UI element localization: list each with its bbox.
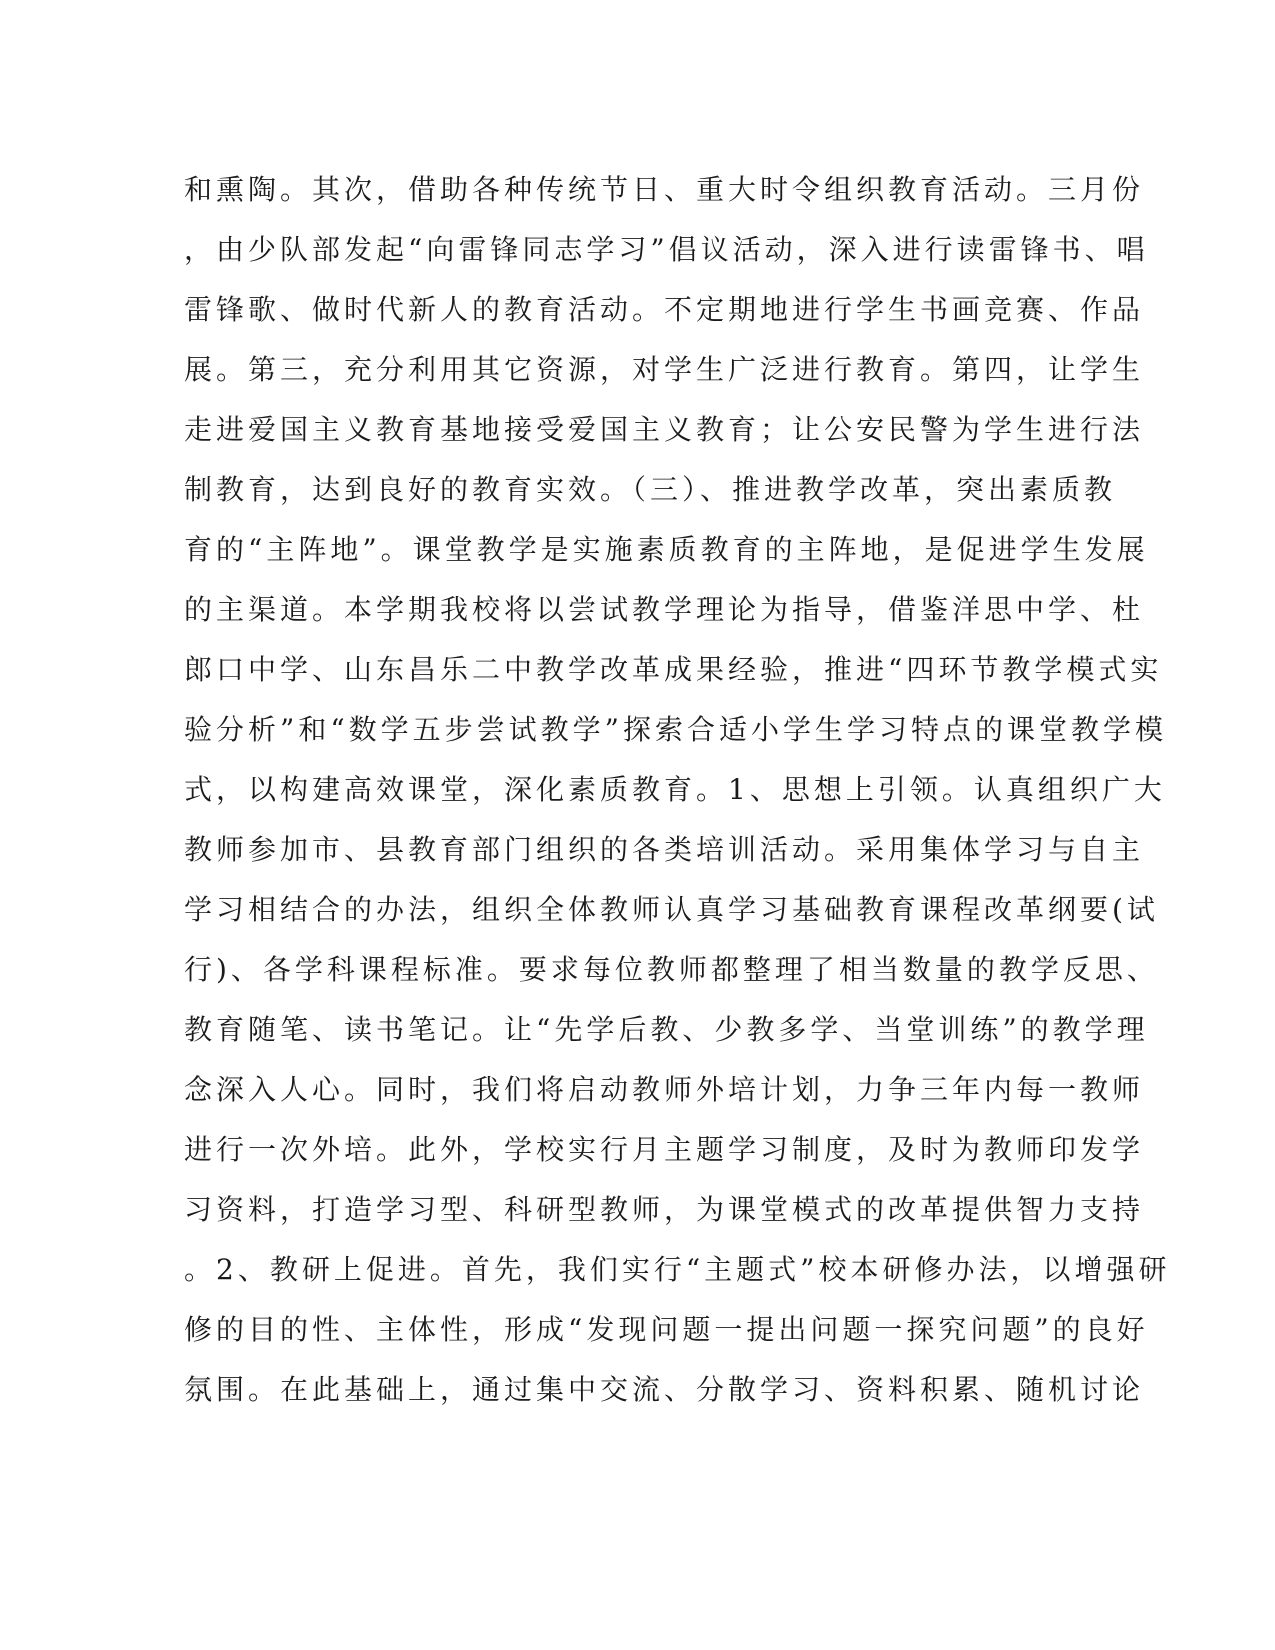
text-line: 验分析”和“数学五步尝试教学”探索合适小学生学习特点的课堂教学模	[184, 713, 1167, 746]
text-line: 习资料，打造学习型、科研型教师，为课堂模式的改革提供智力支持	[184, 1193, 1145, 1226]
text-line: 式，以构建高效课堂，深化素质教育。1、思想上引领。认真组织广大	[184, 773, 1166, 806]
text-line: 氛围。在此基础上，通过集中交流、分散学习、资料积累、随机讨论	[184, 1373, 1145, 1406]
text-line: 行)、各学科课程标准。要求每位教师都整理了相当数量的教学反思、	[184, 953, 1159, 986]
text-line: 郎口中学、山东昌乐二中教学改革成果经验，推进“四环节教学模式实	[184, 653, 1163, 686]
body-text	[184, 160, 1171, 1420]
text-line: 育的“主阵地”。课堂教学是实施素质教育的主阵地，是促进学生发展	[184, 533, 1149, 566]
text-line: 教师参加市、县教育部门组织的各类培训活动。采用集体学习与自主	[184, 833, 1145, 866]
text-line: 学习相结合的办法，组织全体教师认真学习基础教育课程改革纲要(试	[184, 893, 1159, 926]
text-line: 修的目的性、主体性，形成“发现问题一提出问题一探究问题”的良好	[184, 1313, 1149, 1346]
text-line: 和熏陶。其次，借助各种传统节日、重大时令组织教育活动。三月份	[184, 173, 1145, 206]
text-line: 走进爱国主义教育基地接受爱国主义教育；让公安民警为学生进行法	[184, 413, 1145, 446]
text-line: 进行一次外培。此外，学校实行月主题学习制度，及时为教师印发学	[184, 1133, 1145, 1166]
text-line: ，由少队部发起“向雷锋同志学习”倡议活动，深入进行读雷锋书、唱	[184, 233, 1149, 266]
text-line: 念深入人心。同时，我们将启动教师外培计划，力争三年内每一教师	[184, 1073, 1145, 1106]
text-line: 制教育，达到良好的教育实效。（三）、推进教学改革，突出素质教	[184, 473, 1117, 506]
text-line: 教育随笔、读书笔记。让“先学后教、少教多学、当堂训练”的教学理	[184, 1013, 1149, 1046]
text-line: 。2、教研上促进。首先，我们实行“主题式”校本研修办法，以增强研	[184, 1253, 1171, 1286]
text-line: 雷锋歌、做时代新人的教育活动。不定期地进行学生书画竞赛、作品	[184, 293, 1145, 326]
text-line: 的主渠道。本学期我校将以尝试教学理论为指导，借鉴洋思中学、杜	[184, 593, 1145, 626]
text-line: 展。第三，充分利用其它资源，对学生广泛进行教育。第四，让学生	[184, 353, 1145, 386]
